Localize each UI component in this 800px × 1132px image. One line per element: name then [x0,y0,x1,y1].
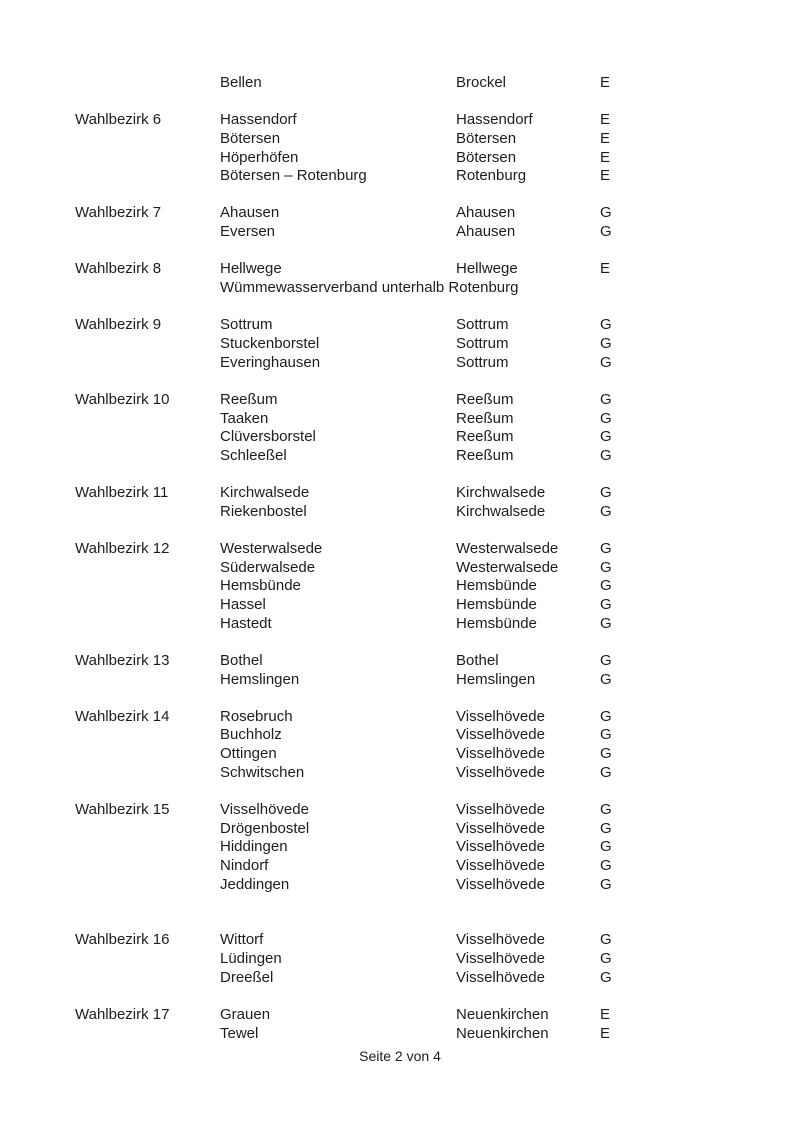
type-letter: E [600,129,611,147]
type-letter: G [600,614,612,632]
type-letter: G [600,838,612,856]
table-row [0,950,800,969]
municipality-name: Ahausen [456,223,516,241]
table-row [0,354,800,373]
municipality-name: Reeßum [456,428,514,446]
table-row [0,671,800,690]
table-row [0,857,800,876]
wahlbezirk-group [0,652,800,689]
type-letter: G [600,353,612,371]
place-name: Tewel [220,1024,259,1042]
table-row [0,726,800,745]
type-letter: E [600,260,611,278]
place-name: Kirchwalsede [220,484,310,502]
municipality-name: Sottrum [456,353,509,371]
place-name: Hemslingen [220,670,300,688]
municipality-name: Reeßum [456,390,514,408]
type-letter: G [600,763,612,781]
municipality-name: Reeßum [456,446,514,464]
table-row [0,484,800,503]
table-row [0,167,800,186]
table-row [0,204,800,223]
table-row [0,260,800,279]
wahlbezirk-group [0,540,800,633]
place-name: Everinghausen [220,353,321,371]
district-label: Wahlbezirk 7 [75,204,162,222]
type-letter: E [600,111,611,129]
place-name: Rosebruch [220,707,293,725]
municipality-name: Hemsbünde [456,577,537,595]
type-letter: G [600,446,612,464]
table-row [0,708,800,727]
place-name: Buchholz [220,726,282,744]
place-name: Visselhövede [220,800,309,818]
municipality-name: Hemsbünde [456,595,537,613]
type-letter: G [600,875,612,893]
wahlbezirk-group [0,484,800,521]
district-label: Wahlbezirk 11 [75,484,169,502]
place-name: Clüversborstel [220,428,316,446]
municipality-name: Visselhövede [456,707,545,725]
municipality-name: Neuenkirchen [456,1024,549,1042]
place-name: Nindorf [220,856,269,874]
place-name: Taaken [220,409,269,427]
table-row [0,130,800,149]
wahlbezirk-group [0,931,800,987]
type-letter: G [600,390,612,408]
type-letter: G [600,409,612,427]
type-letter: G [600,819,612,837]
table-row [0,838,800,857]
municipality-name: Visselhövede [456,875,545,893]
type-letter: G [600,484,612,502]
type-letter: G [600,595,612,613]
table-row [0,577,800,596]
municipality-name: Hassendorf [456,111,533,129]
municipality-name: Westerwalsede [456,540,559,558]
place-name: Dreeßel [220,968,274,986]
municipality-name: Bothel [456,651,499,669]
municipality-name: Bötersen [456,148,517,166]
place-name: Ottingen [220,745,277,763]
table-row [0,745,800,764]
type-letter: E [600,74,611,91]
wahlbezirk-group [0,260,800,297]
district-label: Wahlbezirk 8 [75,260,162,278]
municipality-name: Kirchwalsede [456,484,546,502]
district-label: Wahlbezirk 10 [75,390,170,408]
table-row [0,540,800,559]
table-row [0,969,800,988]
type-letter: G [600,707,612,725]
place-name: Höperhöfen [220,148,299,166]
municipality-name: Kirchwalsede [456,502,546,520]
table-row [0,111,800,130]
table-row [0,596,800,615]
type-letter: E [600,148,611,166]
place-name: Westerwalsede [220,540,323,558]
wahlbezirk-group [0,1006,800,1043]
type-letter: G [600,428,612,446]
municipality-name: Rotenburg [456,167,527,185]
type-letter: G [600,968,612,986]
type-letter: E [600,1024,611,1042]
table-row [0,279,800,298]
municipality-name: Ahausen [456,204,516,222]
type-letter: G [600,223,612,241]
type-letter: G [600,651,612,669]
district-label: Wahlbezirk 13 [75,651,170,669]
type-letter: G [600,204,612,222]
wahlbezirk-group [0,391,800,466]
place-name: Grauen [220,1006,271,1024]
municipality-name: Sottrum [456,334,509,352]
type-letter: E [600,1006,611,1024]
municipality-name: Brockel [456,74,507,91]
municipality-name: Hemsbünde [456,614,537,632]
place-name: Bötersen – Rotenburg [220,167,367,185]
municipality-name: Visselhövede [456,931,545,949]
type-letter: G [600,670,612,688]
table-row [0,447,800,466]
type-letter: G [600,577,612,595]
municipality-name: Neuenkirchen [456,1006,549,1024]
place-name: Riekenbostel [220,502,307,520]
place-name: Hassel [220,595,266,613]
table-row [0,503,800,522]
table-row [0,876,800,895]
type-letter: G [600,950,612,968]
place-name: Sottrum [220,316,273,334]
place-name: Jeddingen [220,875,290,893]
table-row [0,335,800,354]
table-row [0,1006,800,1025]
table-row [0,410,800,429]
place-name: Wittorf [220,931,264,949]
type-letter: G [600,502,612,520]
municipality-name: Hellwege [456,260,518,278]
municipality-name: Reeßum [456,409,514,427]
place-name: Süderwalsede [220,558,316,576]
municipality-name: Visselhövede [456,800,545,818]
district-label: Wahlbezirk 12 [75,540,170,558]
municipality-name: Visselhövede [456,838,545,856]
type-letter: G [600,800,612,818]
municipality-name: Hemslingen [456,670,536,688]
place-name: Reeßum [220,390,278,408]
type-letter: G [600,931,612,949]
type-letter: G [600,856,612,874]
place-name: Lüdingen [220,950,282,968]
place-name: Hassendorf [220,111,297,129]
place-name: Drögenbostel [220,819,310,837]
table-row [0,149,800,168]
municipality-name: Visselhövede [456,968,545,986]
wahlbezirk-group [0,801,800,894]
wahlbezirk-group [0,111,800,186]
municipality-name: Visselhövede [456,745,545,763]
place-name: Wümmewasserverband unterhalb Rotenburg [220,279,519,297]
type-letter: G [600,558,612,576]
type-letter: G [600,745,612,763]
table-row [0,428,800,447]
table-row [0,391,800,410]
table-row [0,1025,800,1044]
district-label: Wahlbezirk 17 [75,1006,170,1024]
place-name: Hiddingen [220,838,288,856]
place-name: Bötersen [220,129,281,147]
place-name: Stuckenborstel [220,334,320,352]
table-row [0,615,800,634]
wahlbezirk-group [0,74,800,93]
type-letter: G [600,726,612,744]
municipality-name: Visselhövede [456,856,545,874]
place-name: Eversen [220,223,276,241]
wahlbezirk-group [0,316,800,372]
municipality-name: Sottrum [456,316,509,334]
place-name: Bellen [220,74,262,91]
district-label: Wahlbezirk 9 [75,316,162,334]
place-name: Schleeßel [220,446,287,464]
wahlbezirk-group [0,708,800,783]
place-name: Hastedt [220,614,272,632]
type-letter: G [600,540,612,558]
district-label: Wahlbezirk 16 [75,931,170,949]
place-name: Bothel [220,651,263,669]
table-row [0,931,800,950]
municipality-name: Visselhövede [456,726,545,744]
type-letter: G [600,334,612,352]
district-label: Wahlbezirk 6 [75,111,162,129]
municipality-name: Visselhövede [456,950,545,968]
district-table [0,74,800,1043]
district-label: Wahlbezirk 14 [75,707,170,725]
type-letter: E [600,167,611,185]
table-row [0,223,800,242]
table-row [0,652,800,671]
municipality-name: Bötersen [456,129,517,147]
table-row [0,801,800,820]
table-row [0,74,800,93]
page-number: Seite 2 von 4 [359,1048,441,1064]
place-name: Hellwege [220,260,282,278]
place-name: Schwitschen [220,763,305,781]
place-name: Ahausen [220,204,280,222]
district-label: Wahlbezirk 15 [75,800,170,818]
type-letter: G [600,316,612,334]
place-name: Hemsbünde [220,577,301,595]
wahlbezirk-group [0,204,800,241]
municipality-name: Visselhövede [456,819,545,837]
table-row [0,559,800,578]
table-row [0,820,800,839]
municipality-name: Visselhövede [456,763,545,781]
table-row [0,764,800,783]
table-row [0,316,800,335]
municipality-name: Westerwalsede [456,558,559,576]
